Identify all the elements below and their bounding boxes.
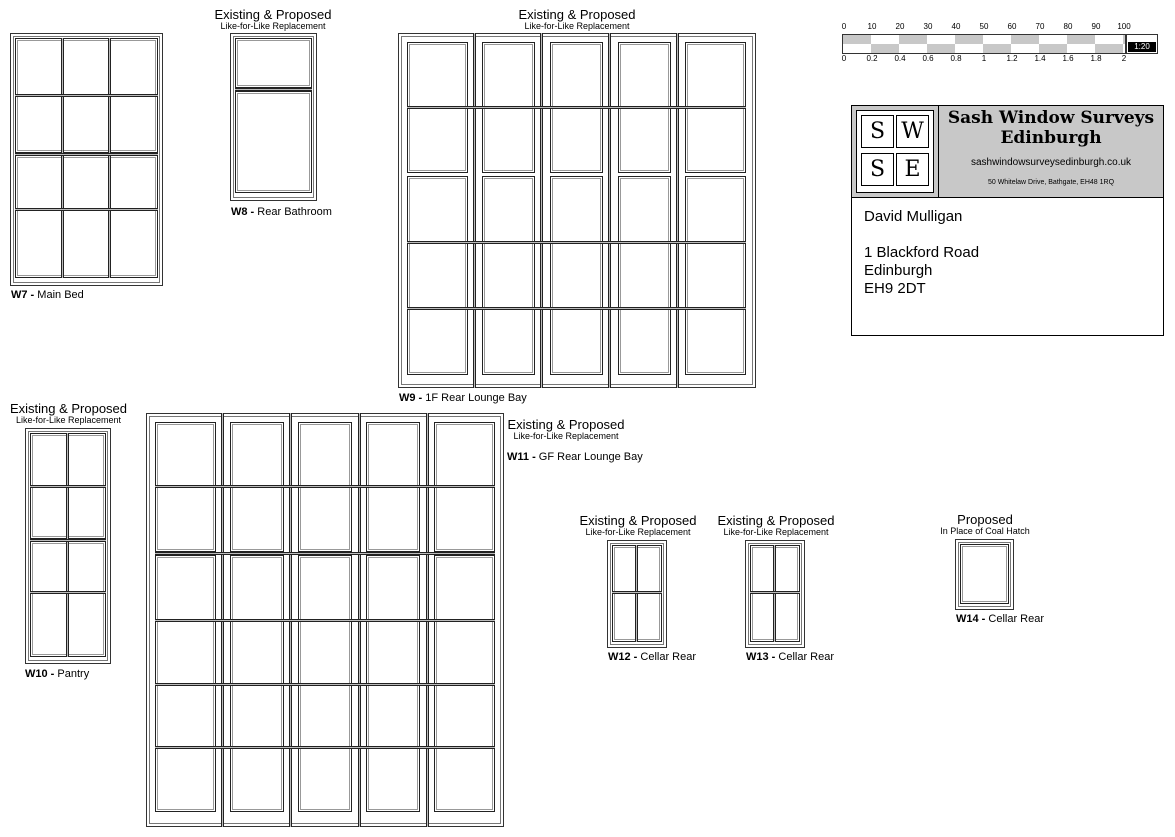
company-name: Sash Window Surveys	[947, 108, 1155, 128]
heading-w12: Existing & Proposed Like-for-Like Replacement	[579, 513, 697, 537]
heading-w13: Existing & Proposed Like-for-Like Replacement	[717, 513, 835, 537]
client-address-line2: Edinburgh	[864, 262, 933, 279]
window-w10-sashes	[30, 433, 106, 658]
label-w7: W7 - Main Bed	[11, 289, 84, 301]
window-w7-sashes	[15, 38, 158, 280]
label-w14: W14 - Cellar Rear	[956, 613, 1045, 625]
heading-w14: Proposed In Place of Coal Hatch	[940, 512, 1030, 536]
heading-w11: Existing & Proposed Like-for-Like Replacement	[507, 417, 625, 441]
scale-bar: 0 10 20 30 40 50 60 70 80 90 100 1:20 0 0.2 0.4 0.6 0.8 1 1.2 1.4 1.6 1.8 2	[840, 22, 1158, 66]
window-w8-sashes	[235, 38, 312, 195]
client-address-line3: EH9 2DT	[864, 280, 926, 297]
label-w9: W9 - 1F Rear Lounge Bay	[399, 392, 527, 404]
logo-letter-s2: S	[861, 153, 894, 186]
window-w13-sash	[750, 545, 800, 642]
label-w8: W8 - Rear Bathroom	[231, 206, 332, 218]
logo-letter-e: E	[896, 153, 929, 186]
heading-w8: Existing & Proposed Like-for-Like Replacement	[214, 7, 332, 31]
label-w13: W13 - Cellar Rear	[746, 651, 835, 663]
window-w9-panels	[398, 33, 756, 388]
heading-w10: Existing & Proposed Like-for-Like Replacement	[9, 401, 128, 425]
company-city: Edinburgh	[1000, 127, 1102, 148]
logo-letter-s1: S	[861, 115, 894, 148]
client-name: David Mulligan	[864, 208, 963, 225]
logo-letter-w: W	[896, 115, 929, 148]
title-block	[851, 105, 1164, 336]
window-w11-panels	[146, 413, 504, 827]
scale-ratio: 1:20	[1128, 42, 1156, 52]
company-website: sashwindowsurveysedinburgh.co.uk	[970, 157, 1132, 169]
heading-w9: Existing & Proposed Like-for-Like Replacement	[518, 7, 636, 31]
window-w12-sash	[612, 545, 662, 642]
company-address: 50 Whitelaw Drive, Bathgate, EH48 1RQ	[987, 179, 1115, 187]
label-w10: W10 - Pantry	[25, 668, 90, 680]
logo-box	[856, 110, 934, 193]
label-w11: W11 - GF Rear Lounge Bay	[507, 451, 643, 463]
label-w12: W12 - Cellar Rear	[608, 651, 697, 663]
client-address-line1: 1 Blackford Road	[864, 244, 980, 261]
window-w14-pane	[960, 544, 1009, 604]
